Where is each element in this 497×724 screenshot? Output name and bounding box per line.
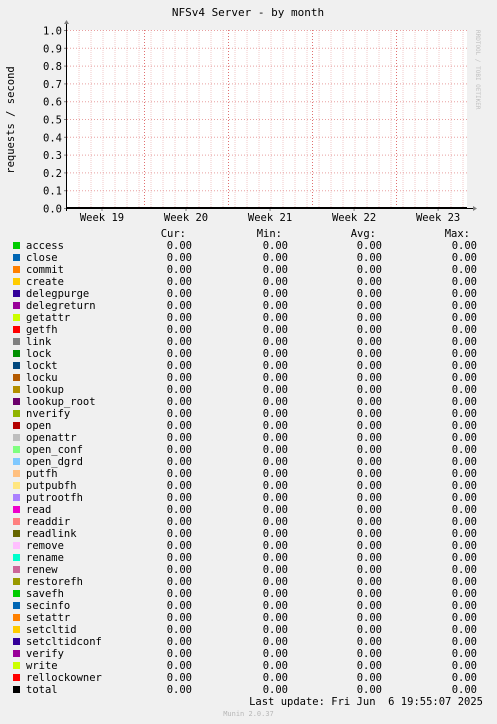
last-update: Last update: Fri Jun 6 19:55:07 2025 <box>249 696 483 708</box>
legend-swatch <box>13 530 20 537</box>
legend-value-avg: 0.00 <box>356 552 382 564</box>
legend-label: readlink <box>26 528 77 540</box>
legend-swatch <box>13 638 20 645</box>
legend-value-avg: 0.00 <box>356 612 382 624</box>
legend-value-min: 0.00 <box>262 300 288 312</box>
legend-label: nverify <box>26 408 71 420</box>
plot-area <box>43 20 477 224</box>
legend-swatch <box>13 398 20 405</box>
legend-swatch <box>13 626 20 633</box>
legend-header-max: Max: <box>444 228 470 240</box>
legend-value-min: 0.00 <box>262 612 288 624</box>
legend-value-cur: 0.00 <box>166 624 192 636</box>
legend-value-cur: 0.00 <box>166 384 192 396</box>
legend-label: total <box>26 684 58 696</box>
legend-swatch <box>13 362 20 369</box>
legend-label: delegreturn <box>26 300 96 312</box>
legend-value-min: 0.00 <box>262 348 288 360</box>
legend-label: lockt <box>26 360 58 372</box>
legend-value-avg: 0.00 <box>356 504 382 516</box>
legend-value-avg: 0.00 <box>356 252 382 264</box>
legend-swatch <box>13 662 20 669</box>
legend-value-avg: 0.00 <box>356 456 382 468</box>
legend-value-max: 0.00 <box>451 288 477 300</box>
legend-value-max: 0.00 <box>451 276 477 288</box>
legend-value-avg: 0.00 <box>356 324 382 336</box>
legend-swatch <box>13 338 20 345</box>
legend-value-avg: 0.00 <box>356 648 382 660</box>
legend-value-cur: 0.00 <box>166 276 192 288</box>
legend-swatch <box>13 350 20 357</box>
legend-label: open_dgrd <box>26 456 83 468</box>
legend-value-min: 0.00 <box>262 600 288 612</box>
legend-swatch <box>13 410 20 417</box>
legend-value-avg: 0.00 <box>356 624 382 636</box>
legend-value-cur: 0.00 <box>166 648 192 660</box>
legend-value-min: 0.00 <box>262 576 288 588</box>
legend-value-cur: 0.00 <box>166 336 192 348</box>
legend-value-cur: 0.00 <box>166 672 192 684</box>
legend-value-min: 0.00 <box>262 444 288 456</box>
legend-value-min: 0.00 <box>262 360 288 372</box>
legend-label: readdir <box>26 516 71 528</box>
legend-value-min: 0.00 <box>262 516 288 528</box>
legend-value-avg: 0.00 <box>356 396 382 408</box>
legend-value-min: 0.00 <box>262 636 288 648</box>
y-tick-label: 0.8 <box>43 61 62 74</box>
legend-swatch <box>13 470 20 477</box>
legend-value-max: 0.00 <box>451 468 477 480</box>
legend-label: restorefh <box>26 576 83 588</box>
legend-value-avg: 0.00 <box>356 264 382 276</box>
legend-swatch <box>13 242 20 249</box>
legend-value-avg: 0.00 <box>356 348 382 360</box>
legend-value-max: 0.00 <box>451 240 477 252</box>
legend-value-min: 0.00 <box>262 468 288 480</box>
legend-label: lock <box>26 348 52 360</box>
legend-label: setcltidconf <box>26 636 102 648</box>
legend-value-min: 0.00 <box>262 288 288 300</box>
legend-value-min: 0.00 <box>262 684 288 696</box>
legend-value-avg: 0.00 <box>356 564 382 576</box>
legend-value-max: 0.00 <box>451 660 477 672</box>
legend-value-cur: 0.00 <box>166 468 192 480</box>
y-tick-label: 1.0 <box>43 25 62 38</box>
legend-label: secinfo <box>26 600 71 612</box>
legend-swatch <box>13 446 20 453</box>
legend-value-max: 0.00 <box>451 252 477 264</box>
legend-value-cur: 0.00 <box>166 264 192 276</box>
legend-label: close <box>26 252 58 264</box>
legend-value-max: 0.00 <box>451 420 477 432</box>
legend-value-max: 0.00 <box>451 564 477 576</box>
legend-value-cur: 0.00 <box>166 612 192 624</box>
legend-value-min: 0.00 <box>262 624 288 636</box>
legend-value-max: 0.00 <box>451 456 477 468</box>
legend-swatch <box>13 422 20 429</box>
rrdtool-watermark: RRDTOOL / TOBI OETIKER <box>474 30 481 110</box>
legend-label: commit <box>26 264 64 276</box>
legend-value-min: 0.00 <box>262 264 288 276</box>
legend-value-min: 0.00 <box>262 312 288 324</box>
legend-value-avg: 0.00 <box>356 528 382 540</box>
legend-label: putfh <box>26 468 58 480</box>
munin-version: Munin 2.0.37 <box>223 710 274 718</box>
x-tick-label: Week 21 <box>247 212 293 224</box>
legend-label: rellockowner <box>26 672 102 684</box>
chart <box>0 0 497 230</box>
legend-value-cur: 0.00 <box>166 300 192 312</box>
legend-value-avg: 0.00 <box>356 444 382 456</box>
legend-header-avg: Avg: <box>350 228 376 240</box>
legend-value-min: 0.00 <box>262 420 288 432</box>
legend-value-avg: 0.00 <box>356 384 382 396</box>
legend-value-avg: 0.00 <box>356 420 382 432</box>
y-tick-label: 0.2 <box>43 167 62 180</box>
legend-swatch <box>13 278 20 285</box>
y-axis-arrow <box>64 20 69 24</box>
legend-value-avg: 0.00 <box>356 468 382 480</box>
legend-value-min: 0.00 <box>262 672 288 684</box>
legend-value-avg: 0.00 <box>356 660 382 672</box>
legend-label: delegpurge <box>26 288 90 300</box>
legend-value-cur: 0.00 <box>166 492 192 504</box>
legend-swatch <box>13 266 20 273</box>
legend-value-max: 0.00 <box>451 516 477 528</box>
legend-swatch <box>13 578 20 585</box>
legend-value-min: 0.00 <box>262 432 288 444</box>
legend-label: write <box>26 660 58 672</box>
legend-value-cur: 0.00 <box>166 252 192 264</box>
legend-value-avg: 0.00 <box>356 492 382 504</box>
legend-value-cur: 0.00 <box>166 420 192 432</box>
legend-value-max: 0.00 <box>451 504 477 516</box>
legend-value-cur: 0.00 <box>166 408 192 420</box>
legend-label: read <box>26 504 52 516</box>
legend-label: putpubfh <box>26 480 77 492</box>
legend-value-max: 0.00 <box>451 648 477 660</box>
legend-value-max: 0.00 <box>451 528 477 540</box>
legend-value-min: 0.00 <box>262 660 288 672</box>
legend-value-avg: 0.00 <box>356 636 382 648</box>
legend-label: savefh <box>26 588 64 600</box>
legend-value-max: 0.00 <box>451 372 477 384</box>
legend-value-min: 0.00 <box>262 336 288 348</box>
legend-value-cur: 0.00 <box>166 540 192 552</box>
legend-value-avg: 0.00 <box>356 516 382 528</box>
legend-swatch <box>13 482 20 489</box>
legend-value-max: 0.00 <box>451 588 477 600</box>
legend-value-cur: 0.00 <box>166 528 192 540</box>
legend-value-max: 0.00 <box>451 492 477 504</box>
legend-label: renew <box>26 564 58 576</box>
y-tick-label: 0.4 <box>43 132 62 145</box>
legend-swatch <box>13 566 20 573</box>
legend-value-cur: 0.00 <box>166 324 192 336</box>
legend-value-max: 0.00 <box>451 684 477 696</box>
legend-header-min: Min: <box>256 228 282 240</box>
legend-value-min: 0.00 <box>262 528 288 540</box>
x-tick-label: Week 22 <box>331 212 377 224</box>
legend-swatch <box>13 674 20 681</box>
legend-value-max: 0.00 <box>451 624 477 636</box>
legend-value-cur: 0.00 <box>166 360 192 372</box>
legend-value-avg: 0.00 <box>356 672 382 684</box>
legend-value-max: 0.00 <box>451 408 477 420</box>
legend-value-min: 0.00 <box>262 456 288 468</box>
legend-swatch <box>13 374 20 381</box>
legend-value-avg: 0.00 <box>356 684 382 696</box>
legend-swatch <box>13 518 20 525</box>
legend-swatch <box>13 326 20 333</box>
legend-value-min: 0.00 <box>262 480 288 492</box>
legend-label: link <box>26 336 52 348</box>
legend-value-max: 0.00 <box>451 612 477 624</box>
chart-title: NFSv4 Server - by month <box>171 6 325 19</box>
legend-value-avg: 0.00 <box>356 408 382 420</box>
legend-value-max: 0.00 <box>451 348 477 360</box>
legend-swatch <box>13 434 20 441</box>
legend-swatch <box>13 290 20 297</box>
legend-value-avg: 0.00 <box>356 300 382 312</box>
legend-value-cur: 0.00 <box>166 684 192 696</box>
legend-swatch <box>13 506 20 513</box>
legend-value-max: 0.00 <box>451 360 477 372</box>
legend-value-min: 0.00 <box>262 540 288 552</box>
y-tick-label: 0.1 <box>43 185 62 198</box>
legend-value-max: 0.00 <box>451 300 477 312</box>
legend-value-max: 0.00 <box>451 540 477 552</box>
legend-value-cur: 0.00 <box>166 372 192 384</box>
y-tick-label: 0.0 <box>43 203 62 216</box>
legend-value-max: 0.00 <box>451 480 477 492</box>
legend-label: verify <box>26 648 64 660</box>
legend-swatch <box>13 614 20 621</box>
legend-label: getattr <box>26 312 71 324</box>
legend-value-cur: 0.00 <box>166 504 192 516</box>
legend-value-cur: 0.00 <box>166 456 192 468</box>
legend-value-min: 0.00 <box>262 384 288 396</box>
legend-value-avg: 0.00 <box>356 336 382 348</box>
legend-value-cur: 0.00 <box>166 288 192 300</box>
legend-value-cur: 0.00 <box>166 600 192 612</box>
legend-swatch <box>13 686 20 693</box>
legend-header-cur: Cur: <box>160 228 186 240</box>
legend-value-cur: 0.00 <box>166 432 192 444</box>
legend-value-max: 0.00 <box>451 444 477 456</box>
legend-value-cur: 0.00 <box>166 348 192 360</box>
legend-value-cur: 0.00 <box>166 312 192 324</box>
legend-label: access <box>26 240 64 252</box>
legend-value-cur: 0.00 <box>166 240 192 252</box>
legend-value-max: 0.00 <box>451 312 477 324</box>
legend-value-min: 0.00 <box>262 252 288 264</box>
legend-label: locku <box>26 372 58 384</box>
y-tick-label: 0.5 <box>43 114 62 127</box>
legend-value-max: 0.00 <box>451 264 477 276</box>
legend-value-min: 0.00 <box>262 324 288 336</box>
x-axis-arrow <box>473 206 477 211</box>
legend-value-cur: 0.00 <box>166 660 192 672</box>
legend-value-cur: 0.00 <box>166 444 192 456</box>
legend-label: remove <box>26 540 64 552</box>
legend-swatch <box>13 542 20 549</box>
x-tick-label: Week 23 <box>415 212 461 224</box>
legend-value-max: 0.00 <box>451 600 477 612</box>
legend-value-min: 0.00 <box>262 648 288 660</box>
legend-value-min: 0.00 <box>262 564 288 576</box>
y-tick-label: 0.9 <box>43 43 62 56</box>
legend-swatch <box>13 494 20 501</box>
legend-swatch <box>13 590 20 597</box>
legend-value-min: 0.00 <box>262 396 288 408</box>
legend-label: open_conf <box>26 444 83 456</box>
legend-value-min: 0.00 <box>262 588 288 600</box>
x-tick-label: Week 19 <box>79 212 125 224</box>
legend-swatch <box>13 386 20 393</box>
legend-value-cur: 0.00 <box>166 516 192 528</box>
legend-value-cur: 0.00 <box>166 636 192 648</box>
legend-swatch <box>13 554 20 561</box>
legend-value-cur: 0.00 <box>166 552 192 564</box>
legend-value-max: 0.00 <box>451 432 477 444</box>
legend-label: putrootfh <box>26 492 83 504</box>
legend-value-avg: 0.00 <box>356 432 382 444</box>
legend-value-avg: 0.00 <box>356 288 382 300</box>
legend-value-max: 0.00 <box>451 636 477 648</box>
legend-label: setcltid <box>26 624 77 636</box>
legend-value-cur: 0.00 <box>166 396 192 408</box>
legend-value-avg: 0.00 <box>356 600 382 612</box>
legend-value-avg: 0.00 <box>356 588 382 600</box>
legend-swatch <box>13 302 20 309</box>
legend-value-min: 0.00 <box>262 504 288 516</box>
legend-value-avg: 0.00 <box>356 540 382 552</box>
legend-value-min: 0.00 <box>262 372 288 384</box>
legend-value-max: 0.00 <box>451 384 477 396</box>
legend-value-max: 0.00 <box>451 324 477 336</box>
legend-value-avg: 0.00 <box>356 312 382 324</box>
legend-label: getfh <box>26 324 58 336</box>
x-tick-label: Week 20 <box>163 212 209 224</box>
legend-value-avg: 0.00 <box>356 276 382 288</box>
legend-value-avg: 0.00 <box>356 576 382 588</box>
y-tick-label: 0.7 <box>43 78 62 91</box>
legend-label: setattr <box>26 612 71 624</box>
legend-label: create <box>26 276 64 288</box>
legend-label: lookup <box>26 384 64 396</box>
legend-value-max: 0.00 <box>451 672 477 684</box>
legend-value-max: 0.00 <box>451 576 477 588</box>
legend-value-max: 0.00 <box>451 396 477 408</box>
legend-label: lookup_root <box>26 396 96 408</box>
legend-value-avg: 0.00 <box>356 240 382 252</box>
legend-value-avg: 0.00 <box>356 480 382 492</box>
legend-value-min: 0.00 <box>262 408 288 420</box>
legend-value-cur: 0.00 <box>166 576 192 588</box>
legend-value-cur: 0.00 <box>166 588 192 600</box>
y-axis-label: requests / second <box>5 66 17 174</box>
legend-label: rename <box>26 552 64 564</box>
legend-value-cur: 0.00 <box>166 564 192 576</box>
legend-swatch <box>13 458 20 465</box>
legend-value-min: 0.00 <box>262 492 288 504</box>
legend-value-min: 0.00 <box>262 552 288 564</box>
legend-value-avg: 0.00 <box>356 360 382 372</box>
legend-value-min: 0.00 <box>262 276 288 288</box>
legend-value-cur: 0.00 <box>166 480 192 492</box>
y-tick-label: 0.3 <box>43 150 62 163</box>
legend-value-max: 0.00 <box>451 336 477 348</box>
legend-value-avg: 0.00 <box>356 372 382 384</box>
y-tick-label: 0.6 <box>43 96 62 109</box>
legend-label: openattr <box>26 432 77 444</box>
legend-swatch <box>13 650 20 657</box>
legend-swatch <box>13 314 20 321</box>
legend-swatch <box>13 254 20 261</box>
legend-value-min: 0.00 <box>262 240 288 252</box>
legend-value-max: 0.00 <box>451 552 477 564</box>
legend-label: open <box>26 420 52 432</box>
legend-swatch <box>13 602 20 609</box>
